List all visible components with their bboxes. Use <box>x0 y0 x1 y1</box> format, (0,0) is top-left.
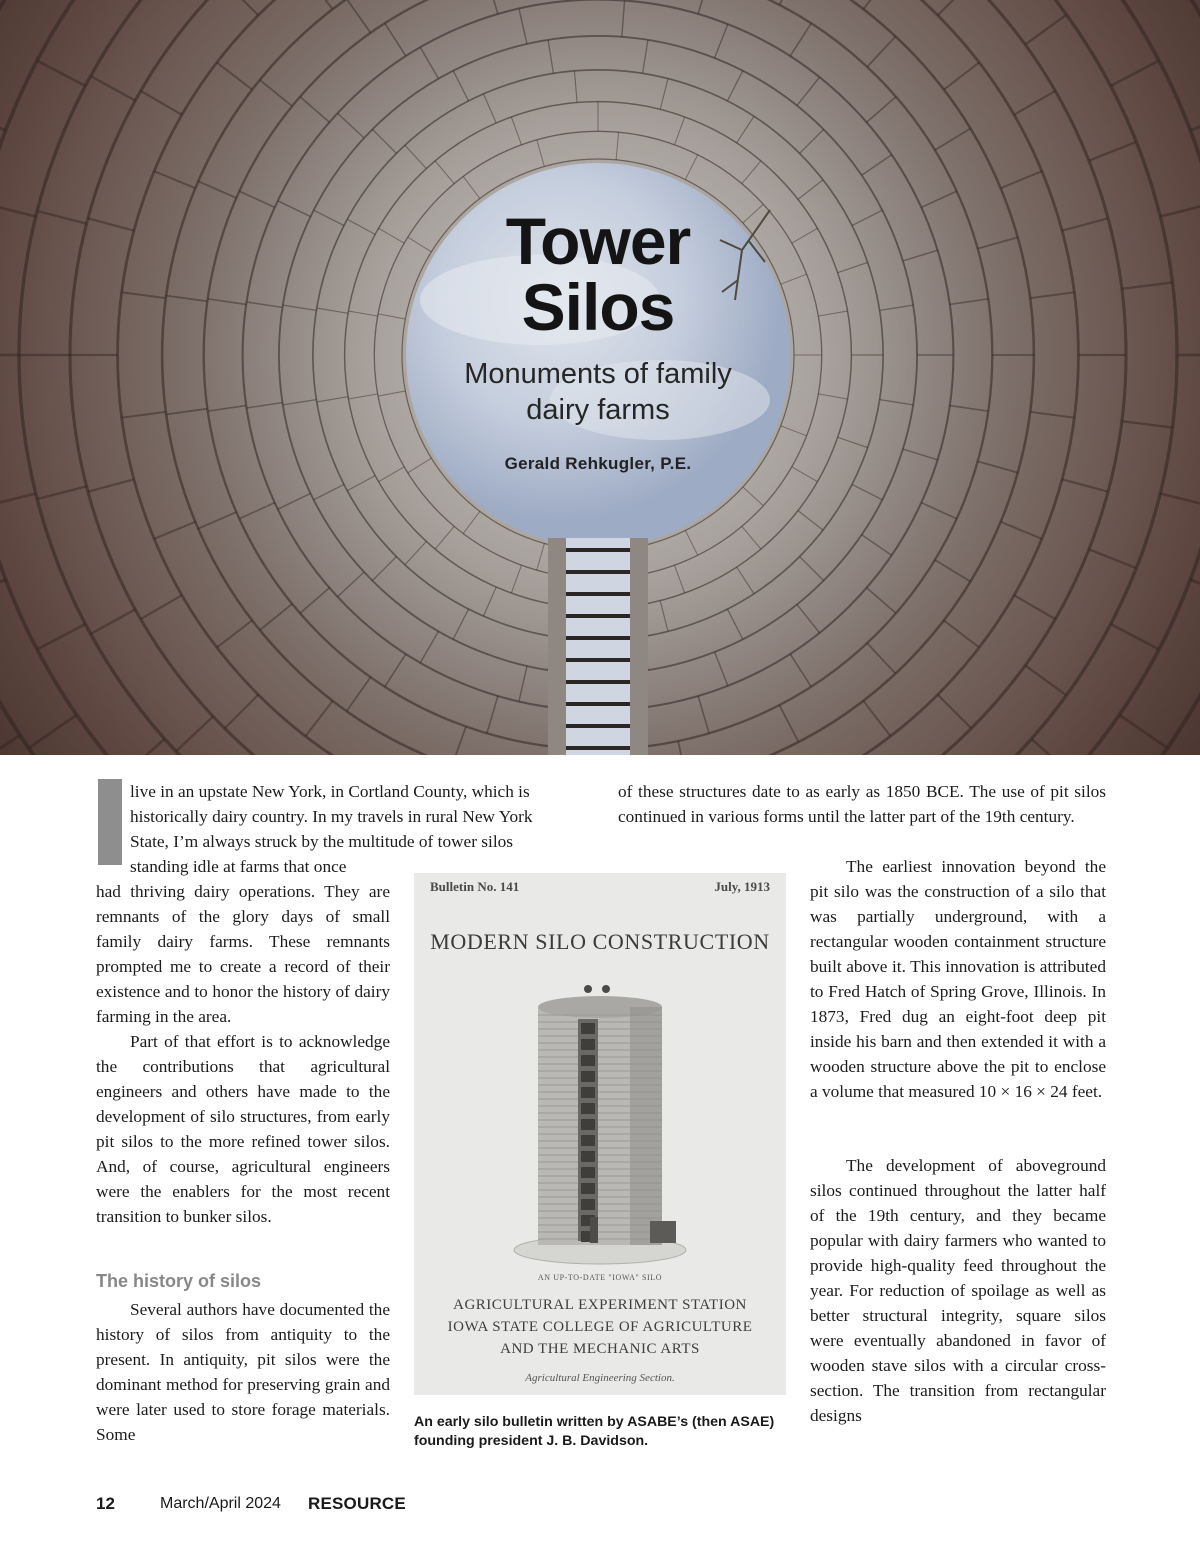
hero-photo <box>0 0 1200 755</box>
silo-door <box>581 1167 595 1178</box>
ladder-rung <box>566 702 630 706</box>
article-subtitle-line-2: dairy farms <box>526 394 670 426</box>
chute-wall-right <box>630 538 648 755</box>
silo-shade <box>630 1007 662 1245</box>
article-title-line-2: Silos <box>521 270 675 344</box>
bulletin-date: July, 1913 <box>714 879 770 894</box>
ladder-rung <box>566 724 630 728</box>
bulletin-number: Bulletin No. 141 <box>430 879 520 894</box>
page-number: 12 <box>96 1494 115 1513</box>
chute-wall-left <box>548 538 566 755</box>
person-on-top <box>602 985 610 993</box>
paragraph-acknowledgement: Part of that effort is to acknowledge the contributions that agricultural engineers and others have made to the development of silo structures, from early pit silos to the more refined tower silos. And, of course, agricultural engineers were the enablers for the most recent transition to bunker silos. <box>96 1032 390 1226</box>
title-block <box>398 204 798 474</box>
ladder-rung <box>566 548 630 552</box>
silo-door <box>581 1103 595 1114</box>
paragraph-fred-hatch: The earliest innovation beyond the pit silo was the construction of a silo that was partially underground, with a rectangular wooden containment structure built above it. This innovation is attributed to Fred Hatch of Spring Grove, Illinois. In 1873, Fred dug an eight-foot deep pit inside his barn and then extended it with a wooden structure above the pit to enclose a volume that measured 10 × 16 × 24 feet. <box>810 857 1106 1101</box>
publication-name: RESOURCE <box>308 1494 406 1513</box>
section-heading: The history of silos <box>96 1271 262 1291</box>
ladder-rung <box>566 614 630 618</box>
person-at-base <box>590 1217 598 1243</box>
issue-date: March/April 2024 <box>160 1495 281 1512</box>
ladder-rung <box>566 746 630 750</box>
silo-door <box>581 1087 595 1098</box>
silo-door <box>581 1071 595 1082</box>
person-on-top <box>584 985 592 993</box>
article-subtitle-line-1: Monuments of family <box>464 358 732 390</box>
silo-door <box>581 1023 595 1034</box>
ladder-rung <box>566 658 630 662</box>
bulletin-image-caption: AN UP-TO-DATE "IOWA" SILO <box>537 1273 663 1282</box>
bulletin-title: MODERN SILO CONSTRUCTION <box>430 929 770 954</box>
paragraph-intro-continued: had thriving dairy operations. They are remnants of the glory days of small family dairy farms. These remnants prompted me to create a record of their existence and to honor the history of dairy farming in the area. <box>96 882 390 1026</box>
intro-line-4: standing idle at farms that once <box>130 857 347 876</box>
silo-door <box>581 1055 595 1066</box>
article-title-line-1: Tower <box>505 204 691 278</box>
silo-door <box>581 1183 595 1194</box>
paragraph-history: Several authors have documented the history of silos from antiquity to the present. In antiquity, pit silos were the dominant method for preserving grain and were later used to store forage materials. Some <box>96 1300 390 1444</box>
bulletin-section: Agricultural Engineering Section. <box>525 1372 675 1384</box>
crates <box>650 1221 676 1243</box>
ladder-rung <box>566 636 630 640</box>
silo-door <box>581 1135 595 1146</box>
ladder-rung <box>566 570 630 574</box>
silo-door <box>581 1119 595 1130</box>
bulletin-institution-line-3: AND THE MECHANIC ARTS <box>500 1341 700 1357</box>
bulletin-institution-line-1: AGRICULTURAL EXPERIMENT STATION <box>453 1297 747 1313</box>
intro-line-3: State, I’m always struck by the multitude of tower silos <box>130 832 513 851</box>
silo-door <box>581 1151 595 1162</box>
drop-cap <box>98 779 122 865</box>
figure-caption: An early silo bulletin written by ASABE’s (then ASAE) founding president J. B. Davidson. <box>414 1414 775 1449</box>
bulletin-institution-line-2: IOWA STATE COLLEGE OF AGRICULTURE <box>447 1319 753 1335</box>
paragraph-aboveground: The development of aboveground silos continued throughout the latter half of the 19th century, and they became popular with dairy farmers who wanted to provide high-quality feed throughout the year. For reduction of spoilage as well as better structural integrity, square silos were eventually abandoned in favor of wooden stave silos with a circular cross-section. The transition from rectangular designs <box>810 1156 1106 1425</box>
ladder-rung <box>566 680 630 684</box>
byline: Gerald Rehkugler, P.E. <box>504 454 692 473</box>
intro-line-2: historically dairy country. In my travels in rural New York <box>130 807 533 826</box>
silo-door <box>581 1039 595 1050</box>
bulletin-figure <box>414 873 786 1395</box>
silo-illustration <box>510 985 690 1270</box>
paragraph-col2-top: of these structures date to as early as 1850 BCE. The use of pit silos continued in various forms until the latter part of the 19th century. <box>618 782 1106 826</box>
silo-door <box>581 1199 595 1210</box>
intro-line-1: live in an upstate New York, in Cortland County, which is <box>130 782 530 801</box>
ladder-rung <box>566 592 630 596</box>
